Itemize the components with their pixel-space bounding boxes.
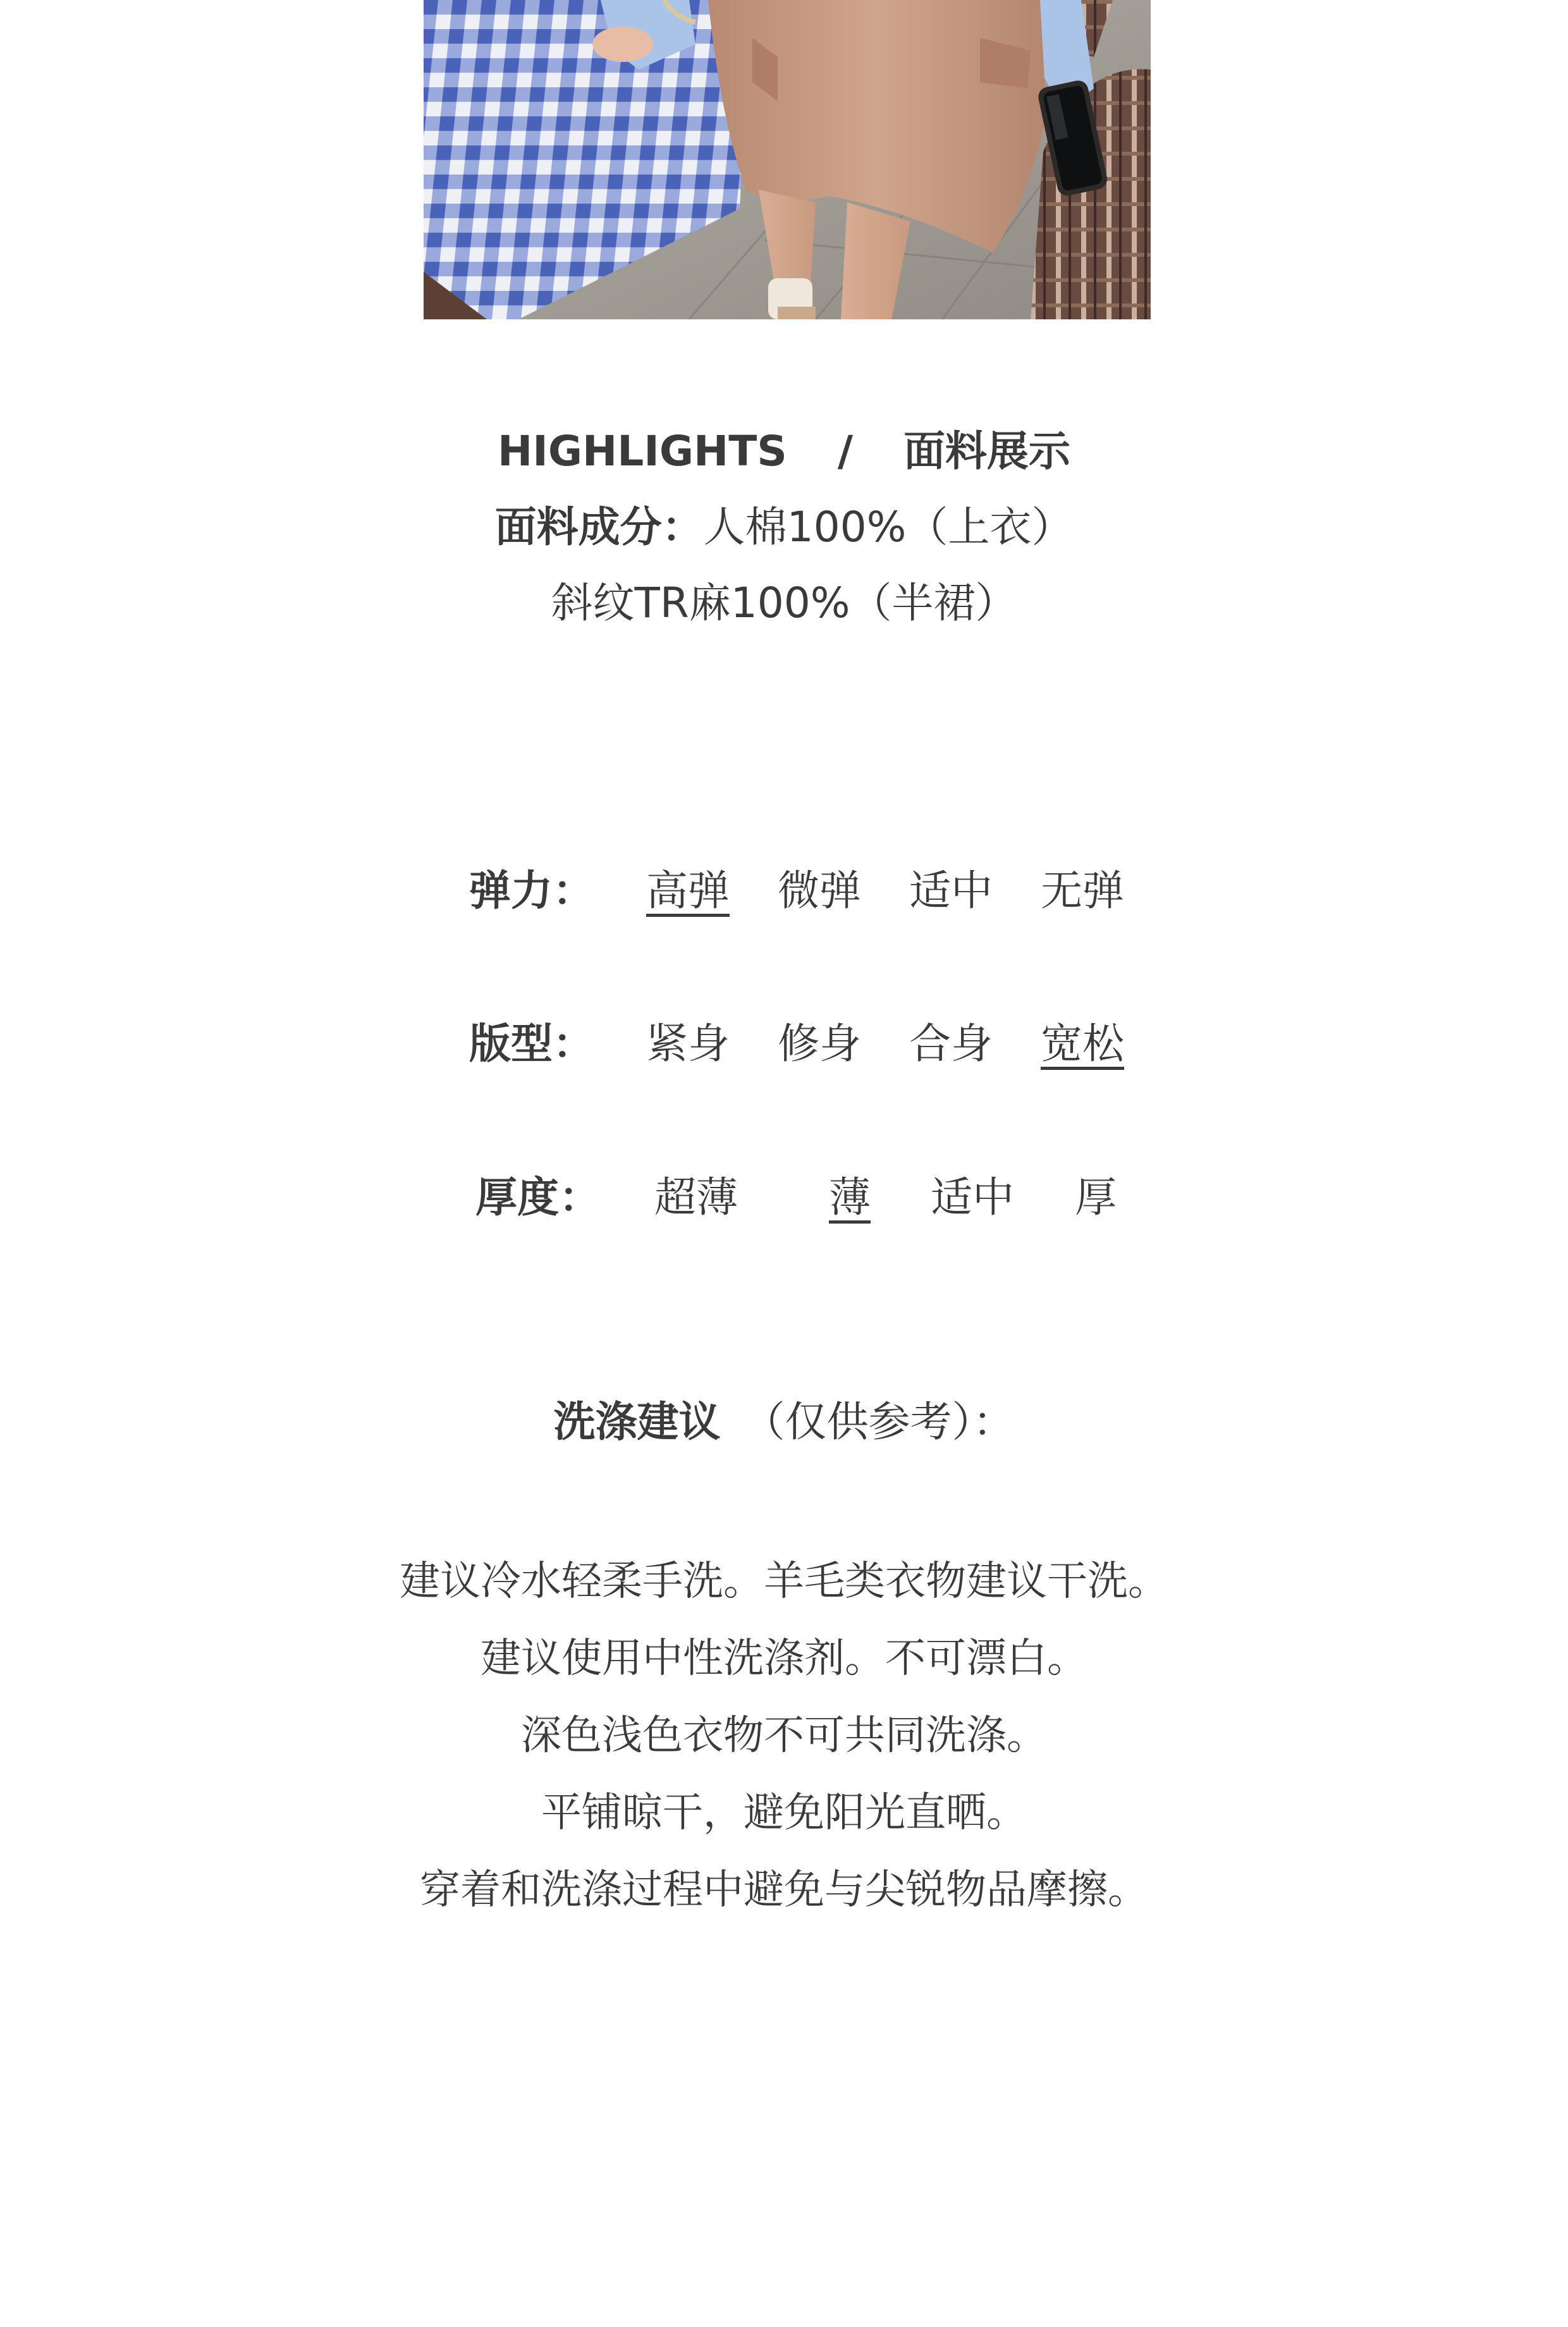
fabric-composition-label: 面料成分： xyxy=(494,503,704,551)
attribute-row-thickness xyxy=(0,1164,1568,1220)
attribute-row-fit xyxy=(0,1010,1568,1067)
elasticity-option-none: 无弹 xyxy=(1041,866,1124,915)
thickness-option-thin: 薄 xyxy=(829,1173,871,1222)
washing-advice-title xyxy=(0,1388,1568,1448)
elasticity-option-slight: 微弹 xyxy=(778,866,861,915)
product-photo xyxy=(424,0,1151,319)
highlights-separator: / xyxy=(837,427,853,476)
fabric-composition-line-2: 斜纹TR麻100%（半裙） xyxy=(551,579,1017,627)
washing-advice-line: 建议冷水轻柔手洗。羊毛类衣物建议干洗。 xyxy=(400,1558,1168,1605)
product-photo-illustration xyxy=(424,0,1151,319)
fabric-composition-top: 人棉100%（上衣） xyxy=(703,503,1074,551)
elasticity-option-high: 高弹 xyxy=(646,866,730,915)
fit-option-regular: 合身 xyxy=(909,1019,993,1068)
washing-advice-list xyxy=(0,1543,1568,1929)
washing-advice-line: 深色浅色衣物不可共同洗涤。 xyxy=(521,1712,1047,1759)
fit-option-tight: 紧身 xyxy=(646,1019,730,1068)
thickness-option-thick: 厚 xyxy=(1075,1173,1117,1222)
attribute-label-thickness: 厚度： xyxy=(475,1173,601,1222)
thickness-option-moderate: 适中 xyxy=(931,1173,1014,1222)
washing-advice-heading: 洗涤建议 xyxy=(553,1397,721,1446)
thickness-option-ultra-thin: 超薄 xyxy=(654,1173,738,1222)
fabric-composition-line-1 xyxy=(0,493,1568,553)
highlights-title-en: HIGHLIGHTS xyxy=(498,427,787,476)
fit-option-slim: 修身 xyxy=(778,1019,861,1068)
washing-advice-line: 建议使用中性洗涤剂。不可漂白。 xyxy=(481,1635,1087,1682)
washing-advice-line: 穿着和洗涤过程中避免与尖锐物品摩擦。 xyxy=(420,1867,1148,1913)
attribute-label-elasticity: 弹力： xyxy=(469,866,594,915)
highlights-title-cn: 面料展示 xyxy=(903,427,1070,476)
elasticity-option-moderate: 适中 xyxy=(909,866,993,915)
attribute-label-fit: 版型： xyxy=(469,1019,594,1068)
fit-option-loose: 宽松 xyxy=(1041,1019,1124,1068)
washing-advice-note: （仅供参考）： xyxy=(743,1397,1015,1446)
washing-advice-line: 平铺晾干，避免阳光直晒。 xyxy=(541,1790,1027,1836)
highlights-title xyxy=(0,417,1568,477)
attribute-row-elasticity xyxy=(0,857,1568,914)
